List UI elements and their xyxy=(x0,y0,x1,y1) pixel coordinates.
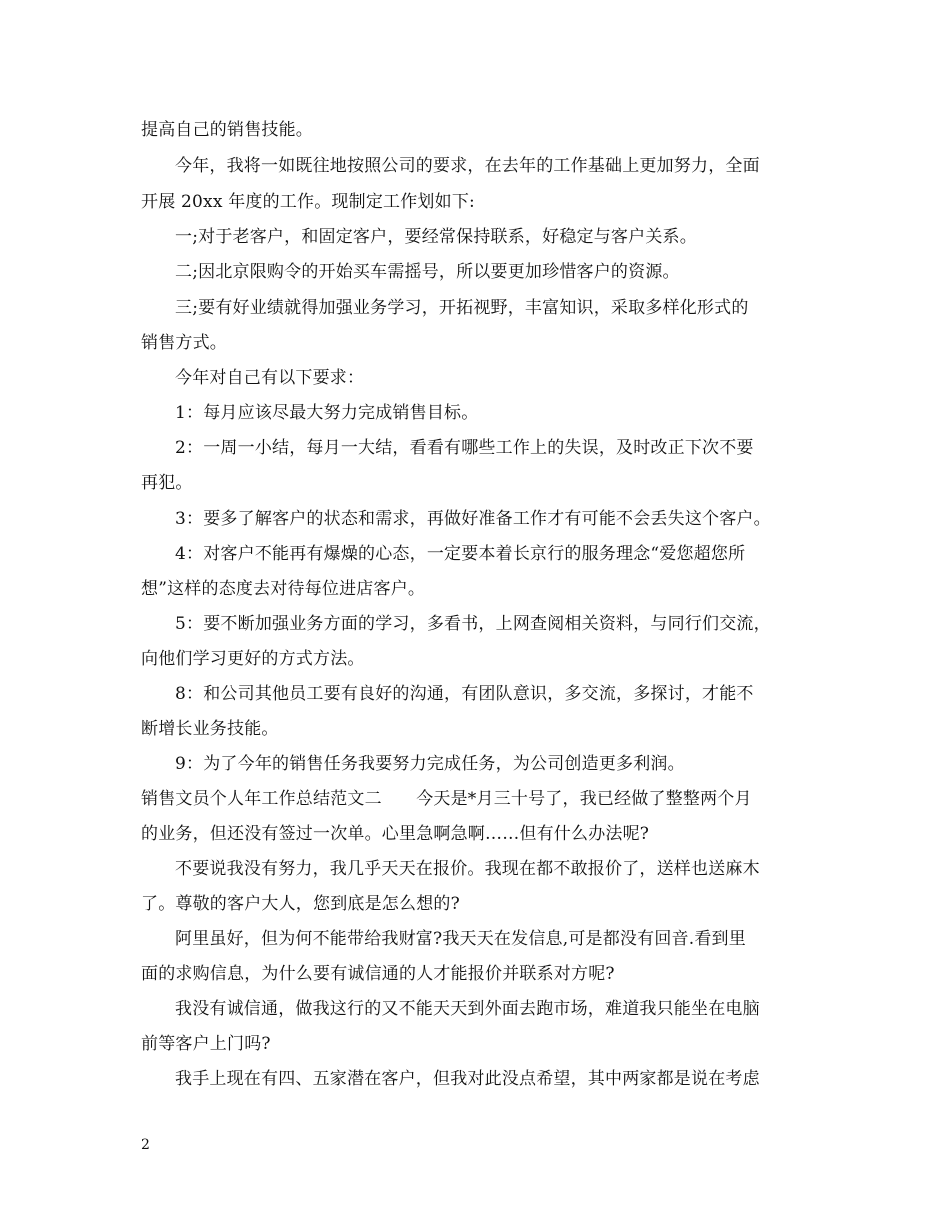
text-line: 4：对客户不能再有爆燥的心态，一定要本着长京行的服务理念“爱您超您所 xyxy=(175,544,746,564)
text-line: 前等客户上门吗? xyxy=(141,1034,271,1054)
text-line: 1：每月应该尽最大努力完成销售目标。 xyxy=(175,403,479,423)
text-line: 9：为了今年的销售任务我要努力完成任务，为公司创造更多利润。 xyxy=(175,754,685,774)
text-line: 的业务，但还没有签过一次单。心里急啊急啊……但有什么办法呢? xyxy=(141,824,650,844)
page-number: 2 xyxy=(141,1137,150,1153)
text-line: 8：和公司其他员工要有良好的沟通，有团队意识，多交流，多探讨，才能不 xyxy=(175,684,754,704)
text-line: 提高自己的销售技能。 xyxy=(141,120,313,140)
text-line: 再犯。 xyxy=(141,473,193,493)
section-heading-line: 销售文员个人年工作总结范文二 今天是*月三十号了，我已经做了整整两个月 xyxy=(141,789,752,809)
text-line: 面的求购信息，为什么要有诚信通的人才能报价并联系对方呢? xyxy=(141,964,615,984)
text-line: 我没有诚信通，做我这行的又不能天天到外面去跑市场，难道我只能坐在电脑 xyxy=(175,999,760,1019)
text-line: 今年对自己有以下要求： xyxy=(175,368,365,388)
text-line: 三;要有好业绩就得加强业务学习，开拓视野，丰富知识，采取多样化形式的 xyxy=(175,298,749,318)
text-line: 一;对于老客户，和固定客户，要经常保持联系，好稳定与客户关系。 xyxy=(175,227,697,247)
text-line: 我手上现在有四、五家潜在客户，但我对此没点希望，其中两家都是说在考虑 xyxy=(175,1069,760,1089)
text-line: 3：要多了解客户的状态和需求，再做好准备工作才有可能不会丢失这个客户。 xyxy=(175,509,771,529)
text-line: 了。尊敬的客户大人，您到底是怎么想的? xyxy=(141,894,460,914)
text-line: 阿里虽好，但为何不能带给我财富?我天天在发信息,可是都没有回音.看到里 xyxy=(175,929,746,949)
text-line: 不要说我没有努力，我几乎天天在报价。我现在都不敢报价了，送样也送麻木 xyxy=(175,859,760,879)
text-line: 二;因北京限购令的开始买车需摇号，所以要更加珍惜客户的资源。 xyxy=(175,262,680,282)
text-line: 2：一周一小结，每月一大结，看看有哪些工作上的失误，及时改正下次不要 xyxy=(175,438,754,458)
text-line: 今年，我将一如既往地按照公司的要求，在去年的工作基础上更加努力，全面 xyxy=(175,156,760,176)
text-line: 销售方式。 xyxy=(141,333,227,353)
text-line: 向他们学习更好的方式方法。 xyxy=(141,649,365,669)
text-line: 断增长业务技能。 xyxy=(141,719,279,739)
text-line: 5：要不断加强业务方面的学习，多看书，上网查阅相关资料，与同行们交流， xyxy=(175,614,771,634)
text-line: 想”这样的态度去对待每位进店客户。 xyxy=(141,579,426,599)
text-line: 开展 20xx 年度的工作。现制定工作划如下: xyxy=(141,192,475,212)
